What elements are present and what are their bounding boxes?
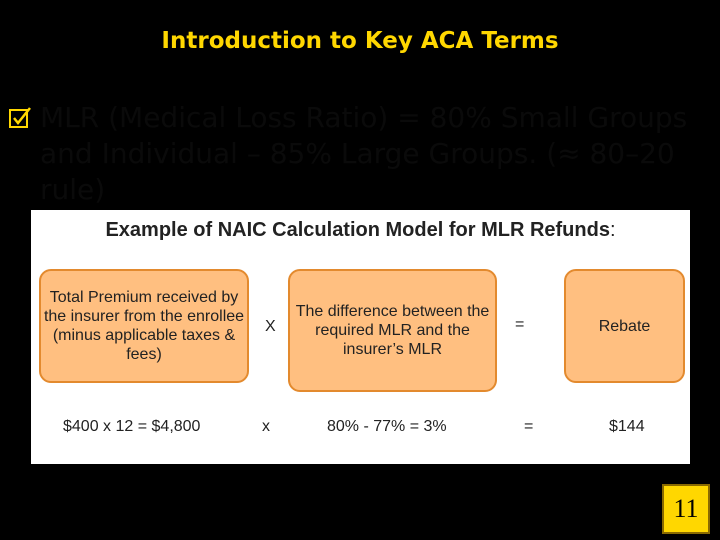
rebate-box: Rebate: [564, 269, 685, 383]
multiply-operator: X: [265, 318, 276, 335]
calculation-panel: [31, 210, 690, 464]
calc-multiply: x: [262, 418, 270, 435]
slide-title: Introduction to Key ACA Terms: [161, 28, 559, 54]
panel-title-text: Example of NAIC Calculation Model for MLR Refunds: [105, 219, 610, 241]
premium-box: Total Premium received by the insurer from the enrollee (minus applicable taxes & fees): [39, 269, 249, 383]
equals-operator: =: [515, 316, 525, 333]
mlr-difference-box: The difference between the required MLR and the insurer’s MLR: [288, 269, 497, 392]
page-number-badge: 11: [662, 484, 710, 534]
difference-calculation: 80% - 77% = 3%: [327, 418, 447, 435]
bullet-text: MLR (Medical Loss Ratio) = 80% Small Groups and Individual – 85% Large Groups. (≈ 80–20 rule): [40, 101, 688, 206]
premium-calculation: $400 x 12 = $4,800: [63, 418, 201, 435]
panel-title-colon: :: [609, 219, 616, 241]
panel-title: [31, 219, 690, 242]
checkbox-icon: [8, 106, 32, 130]
rebate-amount: $144: [609, 418, 645, 435]
calc-equals: =: [524, 418, 534, 435]
